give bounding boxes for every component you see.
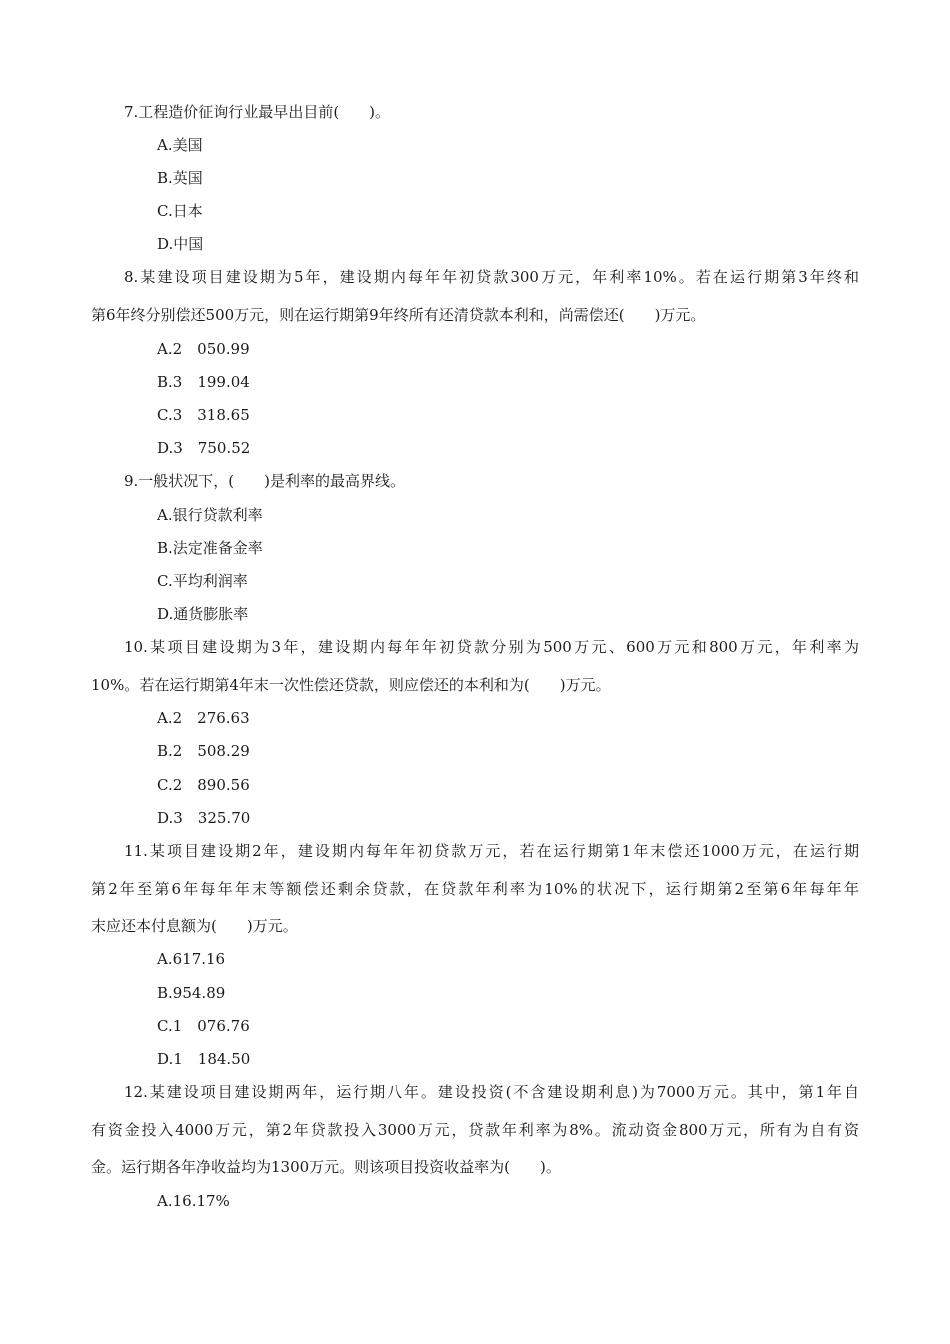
question-12-option-a: A.16.17% bbox=[157, 1192, 230, 1210]
question-7-option-b: B.英国 bbox=[157, 169, 203, 187]
question-7-stem: 7.工程造价征询行业最早出目前( )。 bbox=[124, 103, 391, 121]
question-10-stem-line-2: 10%。若在运行期第4年末一次性偿还贷款，则应偿还的本利和为( )万元。 bbox=[91, 676, 611, 694]
question-11-stem-line-3: 末应还本付息额为( )万元。 bbox=[91, 917, 298, 935]
question-11-option-c: C.1 076.76 bbox=[157, 1017, 250, 1035]
question-11-option-d: D.1 184.50 bbox=[157, 1050, 251, 1068]
question-11-option-a: A.617.16 bbox=[157, 950, 226, 968]
question-10-stem-line-1: 10.某项目建设期为3年，建设期内每年年初贷款分别为500万元、600万元和800万元，年利率为 bbox=[124, 638, 859, 656]
question-8-option-c: C.3 318.65 bbox=[157, 406, 250, 424]
question-10-option-b: B.2 508.29 bbox=[157, 742, 250, 760]
question-8-option-b: B.3 199.04 bbox=[157, 373, 250, 391]
question-7-option-d: D.中国 bbox=[157, 235, 204, 253]
question-9-stem: 9.一般状况下，( )是利率的最高界线。 bbox=[124, 472, 406, 490]
question-8-option-d: D.3 750.52 bbox=[157, 439, 251, 457]
question-11-option-b: B.954.89 bbox=[157, 984, 226, 1002]
question-8-stem-line-1: 8.某建设项目建设期为5年，建设期内每年年初贷款300万元，年利率10%。若在运行期第3年终和 bbox=[124, 268, 859, 286]
question-10-option-c: C.2 890.56 bbox=[157, 776, 250, 794]
question-11-stem-line-1: 11.某项目建设期2年，建设期内每年年初贷款万元，若在运行期第1年末偿还1000万元，在运行期 bbox=[124, 842, 859, 860]
question-10-option-a: A.2 276.63 bbox=[157, 709, 250, 727]
question-9-option-d: D.通货膨胀率 bbox=[157, 605, 249, 623]
question-7-option-a: A.美国 bbox=[157, 136, 203, 154]
question-9-option-a: A.银行贷款利率 bbox=[157, 506, 263, 524]
question-11-stem-line-2: 第2年至第6年每年年末等额偿还剩余贷款，在贷款年利率为10%的状况下，运行期第2至第6年每年年 bbox=[91, 880, 859, 898]
question-8-stem-line-2: 第6年终分别偿还500万元，则在运行期第9年终所有还清贷款本利和，尚需偿还( )万元。 bbox=[91, 306, 706, 324]
question-12-stem-line-1: 12.某建设项目建设期两年，运行期八年。建设投资(不含建设期利息)为7000万元。其中，第1年自 bbox=[124, 1083, 859, 1101]
question-10-option-d: D.3 325.70 bbox=[157, 809, 251, 827]
question-9-option-c: C.平均利润率 bbox=[157, 572, 248, 590]
question-9-option-b: B.法定准备金率 bbox=[157, 539, 263, 557]
question-8-option-a: A.2 050.99 bbox=[157, 340, 250, 358]
question-12-stem-line-3: 金。运行期各年净收益均为1300万元。则该项目投资收益率为( )。 bbox=[91, 1158, 561, 1176]
question-7-option-c: C.日本 bbox=[157, 202, 203, 220]
question-12-stem-line-2: 有资金投入4000万元，第2年贷款投入3000万元，贷款年利率为8%。流动资金800万元，所有为自有资 bbox=[91, 1121, 859, 1139]
